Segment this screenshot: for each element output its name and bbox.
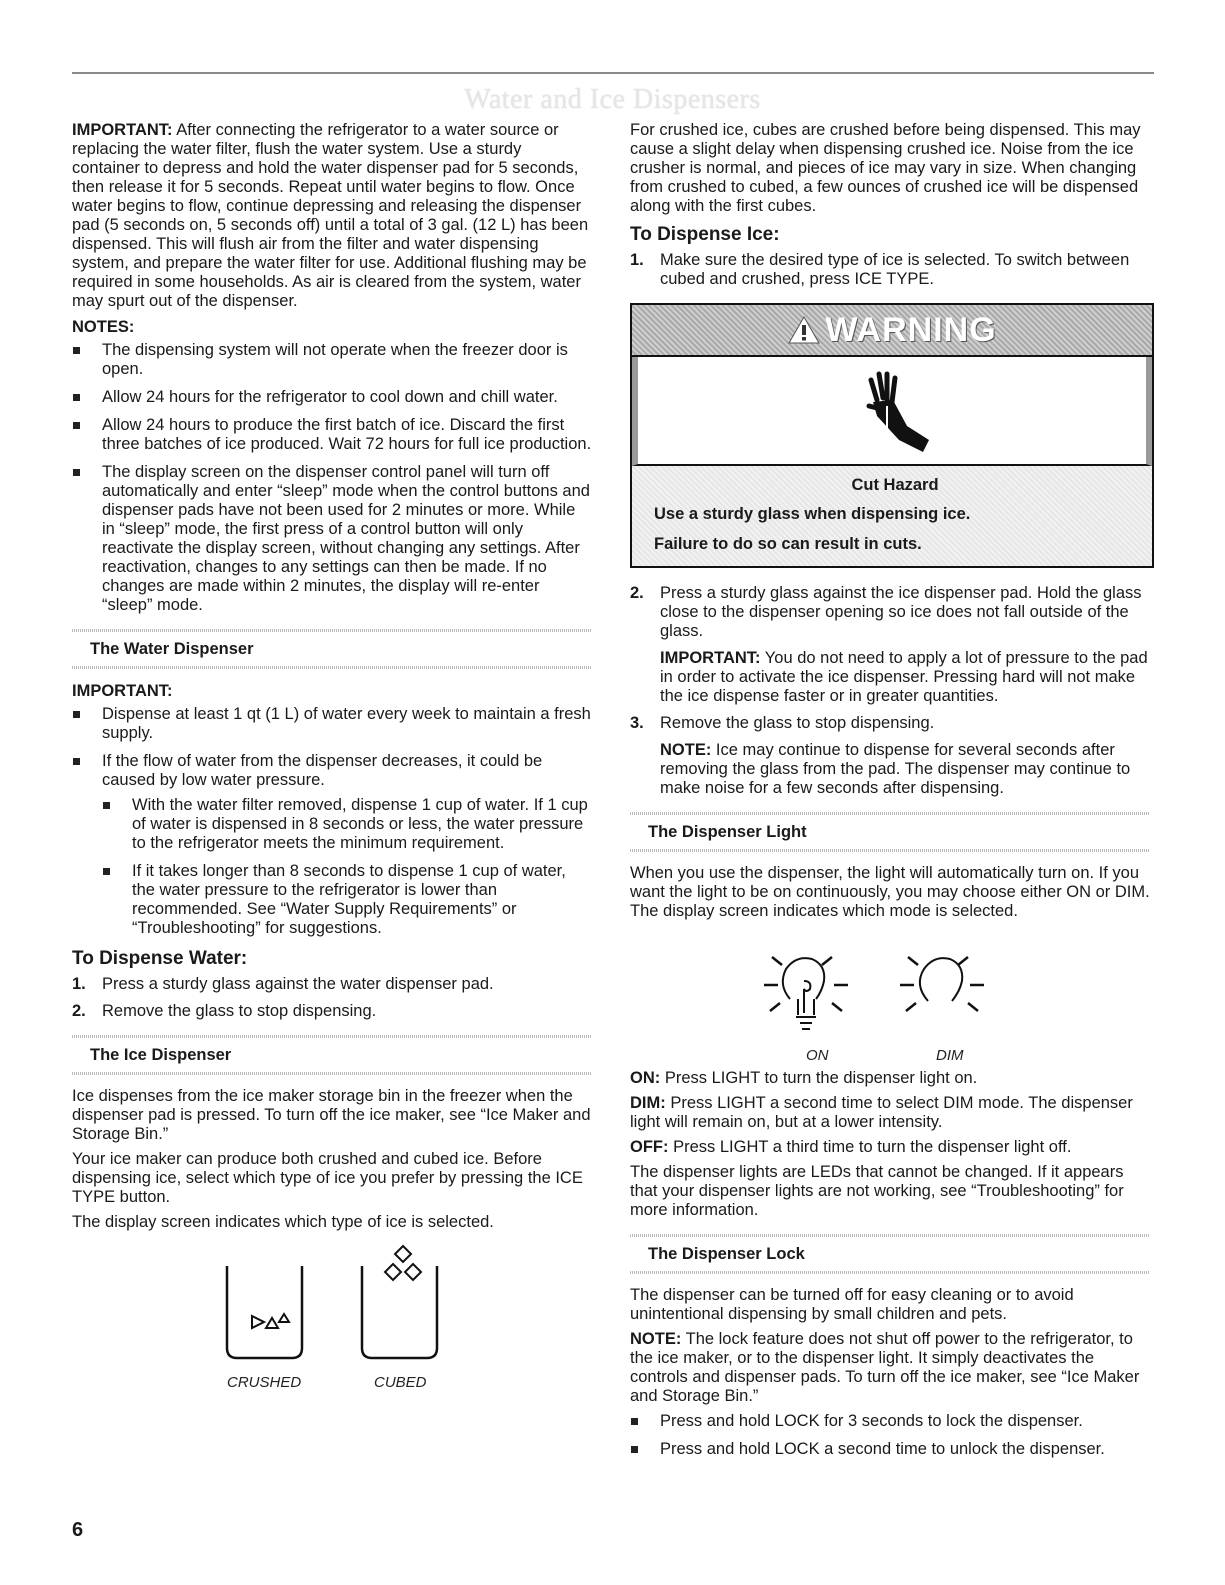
ice-paragraph: Your ice maker can produce both crushed and cubed ice. Before dispensing ice, select which type of ice you prefer by pressing the ICE TYPE button. bbox=[72, 1150, 583, 1206]
list-item: Allow 24 hours for the refrigerator to cool down and chill water. bbox=[72, 388, 592, 407]
list-item: If it takes longer than 8 seconds to dispense 1 cup of water, the water pressure to the refrigerator is lower than recommended. See “Water Supply Requirements” or “Troubleshooting” for suggestions. bbox=[102, 862, 592, 938]
water-list bbox=[72, 705, 592, 938]
dispense-ice-step1 bbox=[630, 251, 1150, 289]
crushed-icon bbox=[222, 1252, 312, 1362]
section-ice-dispenser: The Ice Dispenser bbox=[72, 1035, 592, 1075]
list-item: 1. Make sure the desired type of ice is selected. To switch between cubed and crushed, press ICE TYPE. bbox=[630, 251, 1130, 288]
list-item: Dispense at least 1 qt (1 L) of water every week to maintain a fresh supply. bbox=[72, 705, 592, 743]
intro-paragraph: IMPORTANT: After connecting the refrigerator to a water source or replacing the water filter, flush the water system. Use a sturdy container to depress and hold the water dispenser pad for 5 seconds, then release it for 5 seconds. Repeat until water begins to flow. Once water begins to flow, continue depressing and releasing the dispenser pad (5 seconds on, 5 seconds off) until a total of 3 gal. (12 L) has been dispensed. This will flush air from the filter and water dispensing system, and prepare the water filter for use. Additional flushing may be required in some households. As air is cleared from the system, water may spurt out of the dispenser. bbox=[72, 121, 589, 310]
list-item: The dispensing system will not operate when the freezer door is open. bbox=[72, 341, 592, 379]
lock-list bbox=[630, 1412, 1150, 1459]
section-dispenser-lock: The Dispenser Lock bbox=[630, 1234, 1150, 1274]
led-paragraph: The dispenser lights are LEDs that cannot be changed. If it appears that your dispenser lights are not working, see “Troubleshooting” for more information. bbox=[630, 1163, 1124, 1219]
warning-header bbox=[632, 305, 1152, 357]
list-item: With the water filter removed, dispense 1 cup of water. If 1 cup of water is dispensed in 8 seconds or less, the water pressure to the refrigerator meets the minimum requirement. bbox=[102, 796, 592, 853]
ice-paragraph: Ice dispenses from the ice maker storage bin in the freezer when the dispenser pad is pressed. To turn off the ice maker, see “Ice Maker and Storage Bin.” bbox=[72, 1087, 591, 1143]
warning-triangle-icon bbox=[787, 315, 821, 345]
list-item: 2. Press a sturdy glass against the ice dispenser pad. Hold the glass close to the dispenser opening so ice does not fall outside of the glass. IMPORTANT: You do not need to apply a lot of pressure to the pad in order to activate the ice dispenser. Pressing hard will not make the ice dispense faster or in greater quantities. bbox=[630, 584, 1148, 705]
list-item: The display screen on the dispenser control panel will turn off automatically and enter “sleep” mode when the control buttons and dispenser pads have not been used for 2 minutes or more. While in “sleep” mode, the first press of a control button will only reactivate the display screen, without changing any settings. After reactivation, changes to any settings can then be made. If no changes are made within 2 minutes, the display will re-enter “sleep” mode. bbox=[72, 463, 592, 615]
cut-hand-icon bbox=[847, 366, 937, 456]
lock-paragraph: The dispenser can be turned off for easy cleaning or to avoid unintentional dispensing by small children and pets. bbox=[630, 1286, 1074, 1323]
right-column bbox=[630, 121, 1150, 1468]
list-item: 3. Remove the glass to stop dispensing. NOTE: Ice may continue to dispense for several seconds after removing the glass from the pad. The dispenser may continue to make noise for a few seconds after dispensing. bbox=[630, 714, 1131, 797]
notes-list bbox=[72, 341, 592, 615]
warning-box bbox=[630, 303, 1154, 568]
list-item: If the flow of water from the dispenser decreases, it could be caused by low water pressure. With the water filter removed, dispense 1 cup of water. If 1 cup of water is dispensed in 8 seconds or less, the water pressure to the refrigerator meets the minimum requirement. If it takes longer than 8 seconds to dispense 1 cup of water, the water pressure to the refrigerator is lower than recommended. See “Water Supply Requirements” or “Troubleshooting” for suggestions. bbox=[72, 752, 592, 938]
light-figure bbox=[630, 929, 1150, 1069]
light-off-paragraph: OFF: Press LIGHT a third time to turn the dispenser light off. bbox=[630, 1138, 1072, 1156]
cubed-icon bbox=[357, 1242, 447, 1362]
list-item: 1. Press a sturdy glass against the water dispenser pad. bbox=[72, 975, 494, 993]
water-sub-list bbox=[102, 796, 592, 938]
light-dim-icon bbox=[896, 941, 986, 1031]
light-on-paragraph: ON: Press LIGHT to turn the dispenser light on. bbox=[630, 1069, 978, 1087]
list-item: Press and hold LOCK for 3 seconds to lock the dispenser. bbox=[630, 1412, 1150, 1431]
ice-paragraph: The display screen indicates which type of ice is selected. bbox=[72, 1213, 494, 1231]
top-rule bbox=[72, 72, 1154, 74]
dispense-ice-heading: To Dispense Ice: bbox=[630, 224, 780, 245]
warning-pictogram bbox=[632, 357, 1152, 466]
notes-heading: NOTES: bbox=[72, 318, 135, 336]
ice-type-figure bbox=[72, 1246, 592, 1396]
light-on-icon bbox=[760, 941, 850, 1051]
warning-line: Use a sturdy glass when dispensing ice. bbox=[654, 505, 971, 523]
dispense-ice-steps bbox=[630, 584, 1150, 798]
list-item: Press and hold LOCK a second time to unlock the dispenser. bbox=[630, 1440, 1150, 1459]
dispense-water-heading: To Dispense Water: bbox=[72, 948, 248, 969]
section-water-dispenser: The Water Dispenser bbox=[72, 629, 592, 669]
caption-on: ON bbox=[806, 1047, 829, 1064]
warning-hazard: Cut Hazard bbox=[851, 476, 939, 494]
caption-cubed: CUBED bbox=[374, 1374, 427, 1391]
section-dispenser-light: The Dispenser Light bbox=[630, 812, 1150, 852]
light-paragraph: When you use the dispenser, the light will automatically turn on. If you want the light to be on continuously, you may choose either ON or DIM. The display screen indicates which mode is selected. bbox=[630, 864, 1150, 920]
dispense-water-steps bbox=[72, 975, 592, 1021]
lock-note-paragraph: NOTE: The lock feature does not shut off power to the refrigerator, to the ice maker, or to the dispenser light. It simply deactivates the controls and dispenser pads. To turn off the ice maker, see “Ice Maker and Storage Bin.” bbox=[630, 1330, 1140, 1405]
warning-body bbox=[632, 466, 1152, 566]
list-item: Allow 24 hours to produce the first batch of ice. Discard the first three batches of ice produced. Wait 72 hours for full ice production. bbox=[72, 416, 592, 454]
caption-crushed: CRUSHED bbox=[227, 1374, 302, 1391]
crushed-paragraph: For crushed ice, cubes are crushed before being dispensed. This may cause a slight delay when dispensing crushed ice. Noise from the ice crusher is normal, and pieces of ice may vary in size. When changing from crushed to cubed, a few ounces of crushed ice will be dispensed along with the first cubes. bbox=[630, 121, 1141, 215]
page-number: 6 bbox=[72, 1519, 84, 1541]
left-column bbox=[72, 121, 592, 1396]
list-item: 2. Remove the glass to stop dispensing. bbox=[72, 1002, 377, 1020]
light-dim-paragraph: DIM: Press LIGHT a second time to select DIM mode. The dispenser light will remain on, but at a lower intensity. bbox=[630, 1094, 1133, 1131]
warning-title: WARNING bbox=[825, 310, 997, 349]
caption-dim: DIM bbox=[936, 1047, 964, 1064]
water-important-heading: IMPORTANT: bbox=[72, 682, 173, 700]
warning-line: Failure to do so can result in cuts. bbox=[654, 535, 922, 553]
page-title: Water and Ice Dispensers bbox=[464, 84, 761, 115]
